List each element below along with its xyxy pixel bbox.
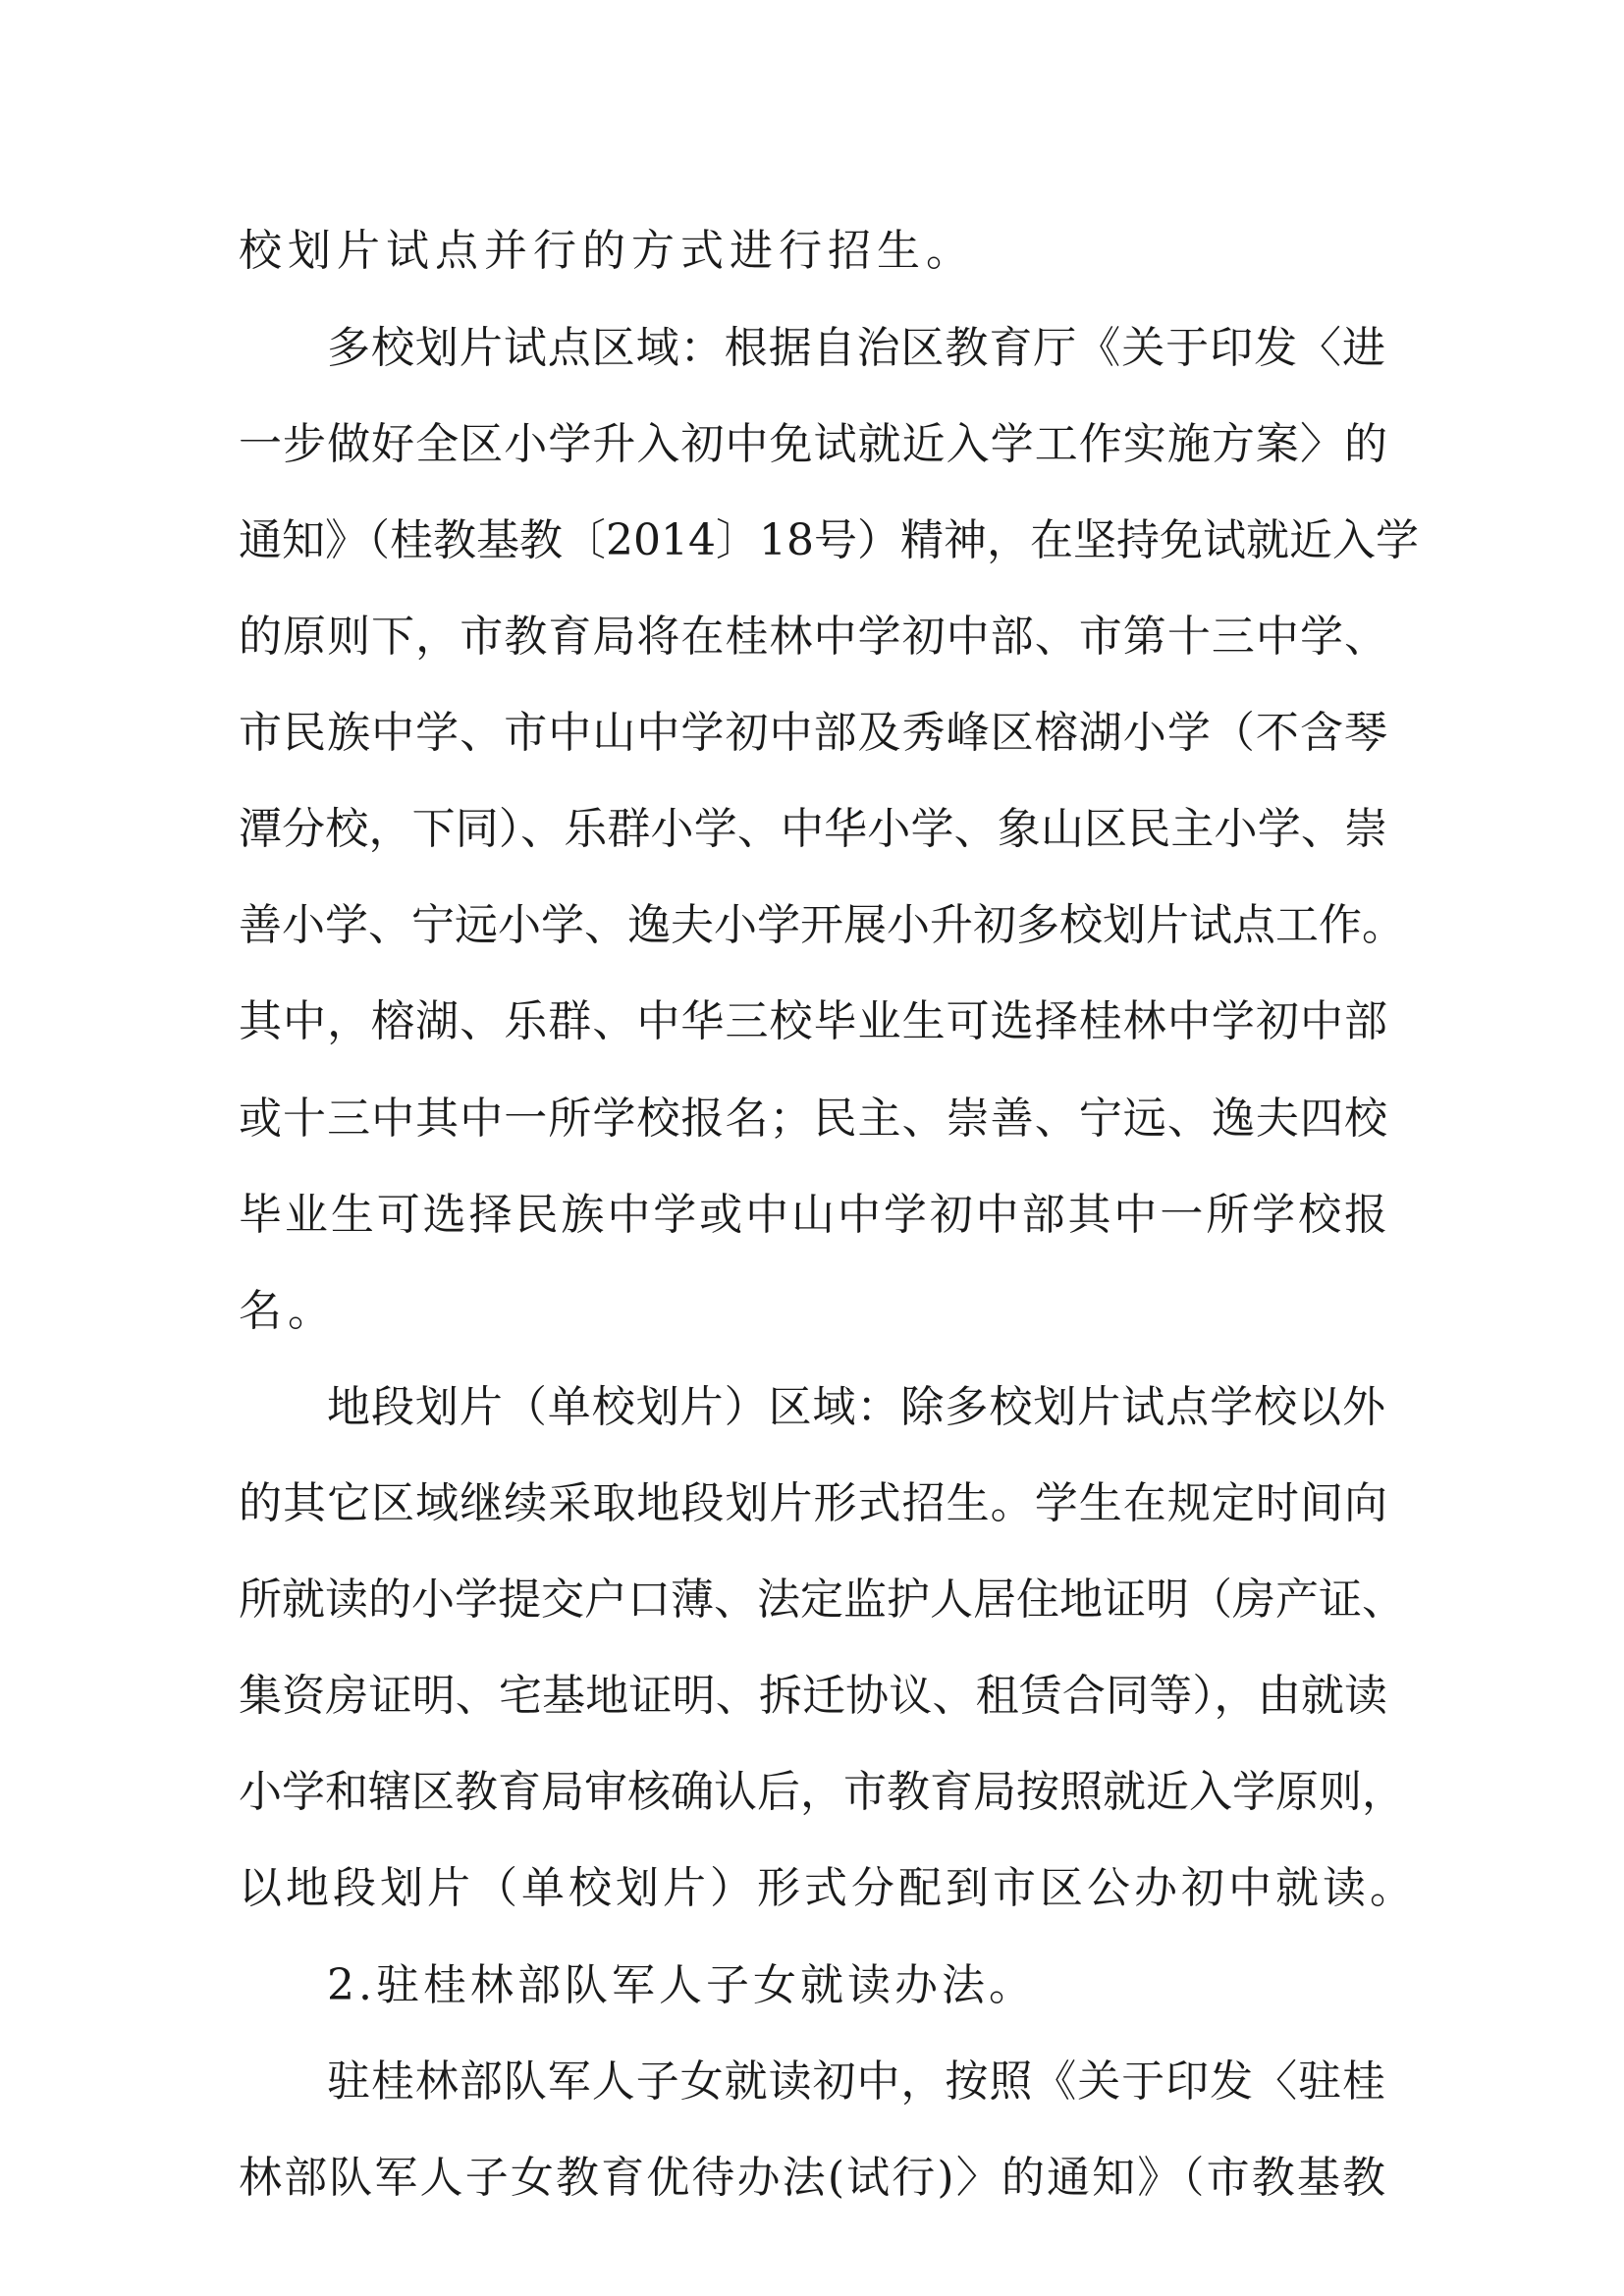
text-line: 集资房证明、宅基地证明、拆迁协议、租赁合同等），由就读 — [239, 1671, 1387, 1721]
paragraph-first-line: 地段划片（单校划片）区域：除多校划片试点学校以外 — [327, 1382, 1385, 1432]
text-line: 的原则下，市教育局将在桂林中学初中部、市第十三中学、 — [239, 612, 1387, 662]
text-line: 市民族中学、市中山中学初中部及秀峰区榕湖小学（不含琴 — [239, 708, 1387, 758]
text-line: 校划片试点并行的方式进行招生。 — [239, 226, 975, 276]
text-line: 毕业生可选择民族中学或中山中学初中部其中一所学校报 — [239, 1190, 1387, 1240]
text-line: 名。 — [239, 1286, 337, 1336]
text-line: 林部队军人子女教育优待办法(试行)〉的通知》（市教基教 — [239, 2153, 1385, 2203]
text-line: 以地段划片（单校划片）形式分配到市区公办初中就读。 — [239, 1863, 1417, 1913]
text-line: 所就读的小学提交户口薄、法定监护人居住地证明（房产证、 — [239, 1575, 1405, 1625]
text-line: 通知》（桂教基教〔2014〕18号）精神，在坚持免试就近入学 — [239, 515, 1419, 565]
text-line: 其中，榕湖、乐群、中华三校毕业生可选择桂林中学初中部 — [239, 996, 1387, 1046]
text-line: 的其它区域继续采取地段划片形式招生。学生在规定时间向 — [239, 1478, 1387, 1528]
paragraph-first-line: 驻桂林部队军人子女就读初中，按照《关于印发〈驻桂 — [327, 2056, 1385, 2107]
text-line: 小学和辖区教育局审核确认后，市教育局按照就近入学原则， — [239, 1767, 1405, 1817]
numbered-item-heading: 2.驻桂林部队军人子女就读办法。 — [327, 1960, 1036, 2010]
text-line: 一步做好全区小学升入初中免试就近入学工作实施方案〉的 — [239, 419, 1387, 469]
paragraph-first-line: 多校划片试点区域：根据自治区教育厅《关于印发〈进 — [327, 323, 1385, 373]
text-line: 潭分校，下同）、乐群小学、中华小学、象山区民主小学、崇 — [239, 804, 1387, 854]
text-line: 或十三中其中一所学校报名；民主、崇善、宁远、逸夫四校 — [239, 1094, 1387, 1144]
text-line: 善小学、宁远小学、逸夫小学开展小升初多校划片试点工作。 — [239, 900, 1405, 950]
